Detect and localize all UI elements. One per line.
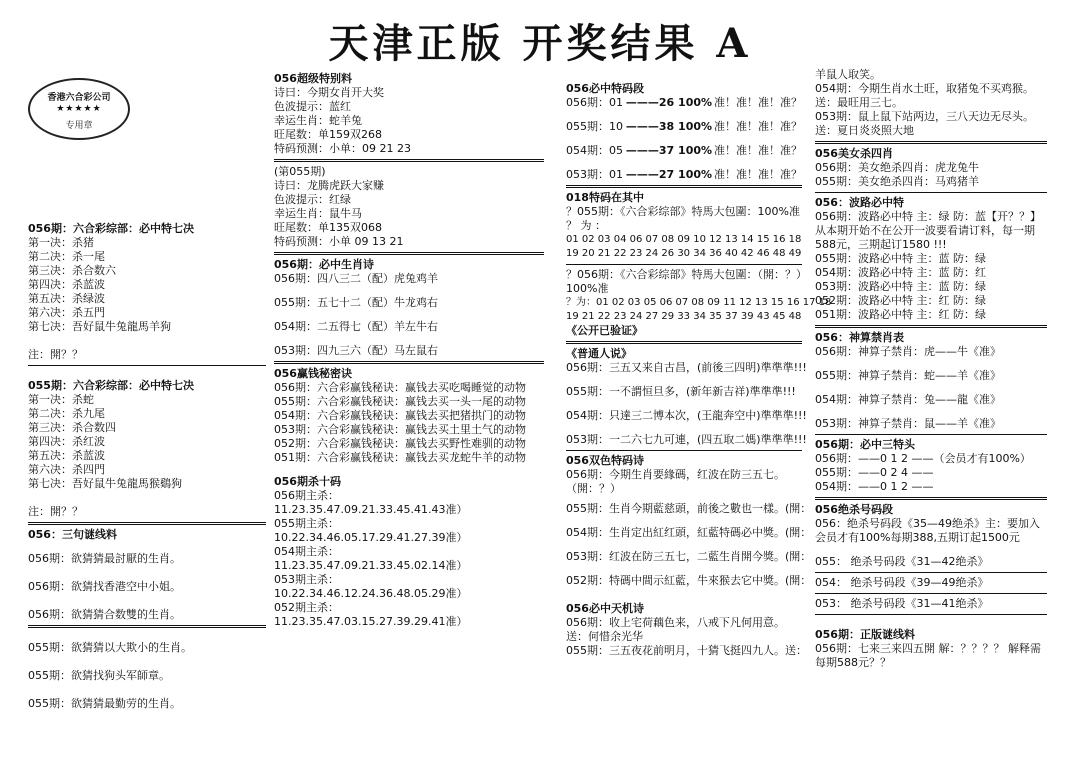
section-subheading: 《普通人说》	[566, 347, 632, 360]
list-item: 旺尾数：单159双268	[274, 128, 382, 141]
list-item: 第五决：杀绿波	[28, 292, 105, 305]
list-item: 054期主杀：11.23.35.47.09.21.33.45.02.14准）	[274, 545, 468, 572]
table-row: 056期：01 ———26 100% 准！准！准！准？	[566, 96, 802, 109]
riddle-line: 056期：欲猜找香港空中小姐。	[28, 580, 181, 593]
list-item: 056期：今期生肖要緣碼，红波在防三五七。（開：？）	[566, 468, 785, 495]
list-item: 色波提示：蓝红	[274, 100, 351, 113]
riddle-line: 055期：欲猜猜以大欺小的生肖。	[28, 641, 192, 654]
list-item: 诗曰：龙腾虎跃大家赚	[274, 179, 384, 192]
list-item: ？ 为 ：	[566, 219, 606, 232]
section-heading: 056必中特码段	[566, 82, 644, 95]
section-heading: 056双色特码诗	[566, 454, 644, 467]
page-title: 天津正版 开奖结果 A	[328, 20, 752, 67]
list-item: 053期主杀：10.22.34.46.12.24.36.48.05.29准）	[274, 573, 468, 600]
list-item: 051期：六合彩赢钱秘诀：赢钱去买龙蛇牛羊的动物	[274, 451, 526, 464]
list-item: 第四决：杀红波	[28, 435, 105, 448]
list-item: 第一决：杀蛇	[28, 393, 94, 406]
list-item: 053期：红波在防三五七，二藍生肖開今獎。(開：	[566, 550, 812, 563]
list-item: 色波提示：红绿	[274, 193, 351, 206]
section-heading: 056：三句谜线料	[28, 528, 117, 541]
section-heading: 056期：必中生肖诗	[274, 258, 374, 271]
number-row: 19 21 22 23 24 27 29 33 34 35 37 39 43 45 48	[566, 311, 802, 322]
list-item: 053期：六合彩赢钱秘诀：赢钱去买土里土气的动物	[274, 423, 526, 436]
list-item: ？055期：《六合彩综部》特馬大包圍：100%准	[566, 205, 800, 218]
list-item: 054期：二五得七（配）羊左牛右	[274, 320, 438, 333]
list-item: 056期：七来三来四五開 解：？？？？ 解释需每期588元？？	[815, 642, 1041, 669]
section-heading: 056期杀十码	[274, 475, 341, 488]
list-item: 054期：——0 1 2 ——	[815, 480, 934, 493]
section-heading: 056赢钱秘密诀	[274, 367, 352, 380]
list-item: 051期：波路必中特 主：红 防：绿	[815, 308, 986, 321]
list-item: 056：绝杀号码段《35—49绝杀》主：要加入会员才有100%每期388,五期订起1500元	[815, 517, 1040, 544]
list-item: 056期：六合彩赢钱秘诀：赢钱去买吃喝睡觉的动物	[274, 381, 526, 394]
section-heading: (第055期)	[274, 165, 326, 178]
list-item: 054期：神算子禁肖：兔——龍《准》	[815, 393, 1001, 406]
seal-ring-text: 香港六合彩公司	[47, 93, 111, 103]
table-row: 054期：05 ———37 100% 准！准！准！准？	[566, 144, 802, 157]
list-item: 054期：六合彩赢钱秘诀：赢钱去买把猪拱门的动物	[274, 409, 526, 422]
list-item: 054期：生肖定出紅红頭，紅藍特碼必中獎。(開：	[566, 526, 812, 539]
list-item: 054期：今期生肖水土旺，取猪兔不买鸡猴。送：最旺用三七。	[815, 82, 1034, 109]
list-item: 第三决：杀合数六	[28, 264, 116, 277]
list-item: 特码预测：小单：09 21 23	[274, 142, 411, 155]
section-heading: 056绝杀号码段	[815, 503, 893, 516]
list-item: 052期：六合彩赢钱秘诀：赢钱去买野性难驯的动物	[274, 437, 526, 450]
section-heading: 056美女杀四肖	[815, 147, 893, 160]
section-heading: 055期：六合彩综部：必中特七决	[28, 379, 194, 392]
number-row: 01 02 03 04 06 07 08 09 10 12 13 14 15 16 18	[566, 234, 802, 245]
section-heading: 056：神算禁肖表	[815, 331, 904, 344]
list-item: 055期：五七十二（配）牛龙鸡右	[274, 296, 438, 309]
list-item: 羊鼠人取笑。	[815, 68, 881, 81]
list-item: 056期主杀：11.23.35.47.09.21.33.45.41.43准）	[274, 489, 468, 516]
note-text: 注：開？？	[28, 348, 83, 361]
riddle-line: 056期：欲猜猜最討厭的生肖。	[28, 552, 181, 565]
list-item: 幸运生肖：蛇羊兔	[274, 114, 362, 127]
list-item: 诗曰：今期女肖开大奖	[274, 86, 384, 99]
list-item: 055期：波路必中特 主：蓝 防：绿	[815, 252, 986, 265]
section-heading: 《公开已验证》	[566, 324, 643, 337]
section-heading: 056期：正版谜线料	[815, 628, 915, 641]
list-item: 052期：特碼中間示紅藍，牛來猴去它中獎。(開：	[566, 574, 812, 587]
column-4	[815, 68, 1047, 670]
table-row: 053期：01 ———27 100% 准！准！准！准？	[566, 168, 802, 181]
list-item: 053期：神算子禁肖：鼠——羊《准》	[815, 417, 1001, 430]
list-item: 052期主杀：11.23.35.47.03.15.27.39.29.41准）	[274, 601, 468, 628]
number-row: 19 20 21 22 23 24 26 30 34 36 40 42 46 48 49	[566, 248, 802, 259]
riddle-line: 055期：欲猜猜最勤劳的生肖。	[28, 697, 181, 710]
riddle-line: 055期：欲猜找狗头军師章。	[28, 669, 170, 682]
list-item: 第二决：杀九尾	[28, 407, 105, 420]
list-item: 056期：四八三二（配）虎兔鸡羊	[274, 272, 438, 285]
list-item: 055期：六合彩赢钱秘诀：赢钱去买一头一尾的动物	[274, 395, 526, 408]
seal-stars: ★★★★★	[56, 104, 102, 114]
list-item: 053期：四九三六（配）马左鼠右	[274, 344, 438, 357]
list-item: 特码预测：小单 09 13 21	[274, 235, 404, 248]
note-text: 注：開？？	[28, 505, 83, 518]
list-item: ？056期：《六合彩综部》特馬大包圍：（開：？）100%准	[566, 268, 802, 295]
list-item: 054期：波路必中特 主：蓝 防：红	[815, 266, 986, 279]
list-item: 055期：一不謂恒旦多，(新年新吉祥)準準準!!!	[566, 385, 796, 398]
list-item: 053： 绝杀号码段《31—41绝杀》	[815, 597, 989, 610]
column-1	[28, 222, 266, 711]
list-item: 第三决：杀合数四	[28, 421, 116, 434]
section-heading: 056：波路必中特	[815, 196, 904, 209]
column-2	[274, 72, 544, 629]
seal-stamp	[28, 78, 130, 140]
list-item: 054： 绝杀号码段《39—49绝杀》	[815, 576, 989, 589]
list-item: 055期：三五夜花前明月，十猜飞挺四九人。送：	[566, 644, 807, 657]
list-item: 第二决：杀一尾	[28, 250, 105, 263]
list-item: 055期：——0 2 4 ——	[815, 466, 934, 479]
list-item: 旺尾数：单135双068	[274, 221, 382, 234]
list-item: 055期：生肖今期藍慈頭，前後之數也一樣。(開：	[566, 502, 812, 515]
list-item: 056期：——0 1 2 ——（会员才有100%）	[815, 452, 1031, 465]
table-row: 055期：10 ———38 100% 准！准！准！准？	[566, 120, 802, 133]
list-item: 053期：鼠上鼠下站两边，三八天边无尽头。送：夏日炎炎照大地	[815, 110, 1034, 137]
list-item: 056期：神算子禁肖：虎——牛《准》	[815, 345, 1001, 358]
list-item: 055期：美女绝杀四肖：马鸡猪羊	[815, 175, 979, 188]
list-item: 第七决：吾好鼠牛兔龍馬猴鷄狗	[28, 477, 182, 490]
list-item: 第四决：杀蓝波	[28, 278, 105, 291]
list-item: 056期：收上宅荷藕色来，八戒下凡何用意。送：何惜余光华	[566, 616, 785, 643]
riddle-line: 056期：欲猜猜合数雙的生肖。	[28, 608, 181, 621]
list-item: 第六决：杀五門	[28, 306, 105, 319]
list-item: 055期主杀：10.22.34.46.05.17.29.41.27.39准）	[274, 517, 468, 544]
column-3	[566, 82, 832, 658]
list-item: 056期：三五又来自古昌，(前後三四明)準準準!!!	[566, 361, 807, 374]
seal-label: 专用章	[65, 121, 93, 131]
list-item: 053期：一二六七九可連，(四五取二媽)準準準!!!	[566, 433, 807, 446]
list-item: 第五决：杀蓝波	[28, 449, 105, 462]
list-item: 第七决：吾好鼠牛兔龍馬羊狗	[28, 320, 171, 333]
list-item: 056期：美女绝杀四肖：虎龙兔牛	[815, 161, 979, 174]
list-item: 053期：波路必中特 主：蓝 防：绿	[815, 280, 986, 293]
list-item: 第一决：杀猪	[28, 236, 94, 249]
list-item: 056期：波路必中特 主：绿 防：蓝【开？？】从本期开始不在公开一波要看请订料，每一期588元，三期起订1580 !!!	[815, 210, 1041, 251]
list-item: 幸运生肖：鼠牛马	[274, 207, 362, 220]
number-row: ？为：01 02 03 05 06 07 08 09 11 12 13 15 16 17 18	[566, 297, 832, 308]
section-heading: 056超级特别料	[274, 72, 352, 85]
section-heading: 056必中天机诗	[566, 602, 644, 615]
section-heading: 056期：六合彩综部：必中特七决	[28, 222, 194, 235]
list-item: 055期：神算子禁肖：蛇——羊《准》	[815, 369, 1001, 382]
list-item: 第六决：杀四門	[28, 463, 105, 476]
section-heading: 018特码在其中	[566, 191, 644, 204]
section-heading: 056期：必中三特头	[815, 438, 915, 451]
list-item: 054期：只達三二博本次，(王龍奔空中)準準準!!!	[566, 409, 807, 422]
list-item: 052期：波路必中特 主：红 防：绿	[815, 294, 986, 307]
list-item: 055： 绝杀号码段《31—42绝杀》	[815, 555, 989, 568]
